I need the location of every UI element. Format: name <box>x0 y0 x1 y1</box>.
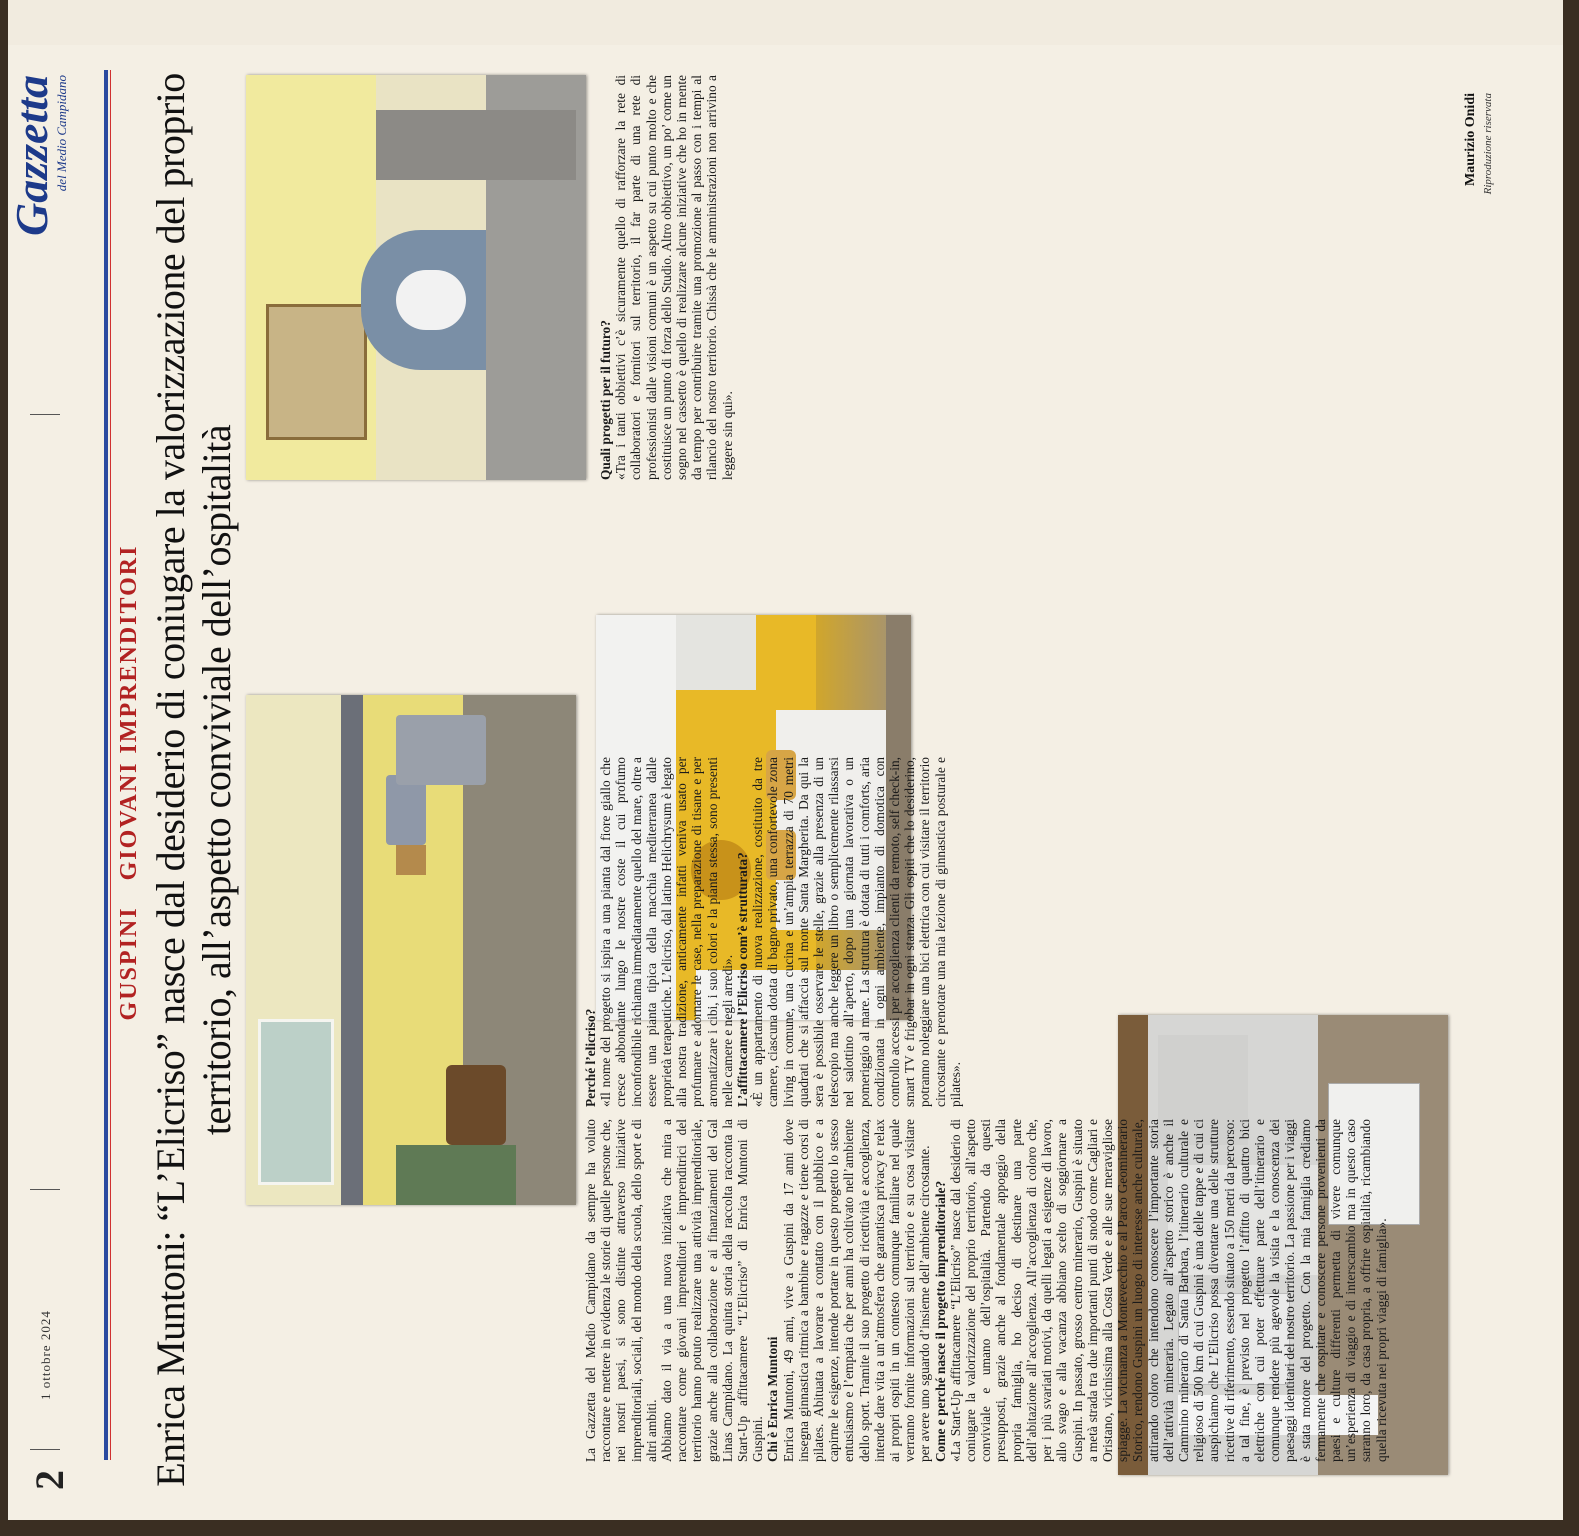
terrace-photo <box>246 695 576 1205</box>
paragraph: Abbiamo dato il via a una nuova iniziativa che mira a raccontare come giovani imprenditori e imprenditrici del territorio hanno potuto realizzare una attività imprenditoriale, grazie anche alla collaborazione e ai finanziamenti del Gal Linas Campidano. La quinta storia della raccolta racconta la Start-Up affittacamere “L’Elicriso” di Enrica Muntoni di Guspini. <box>659 1119 766 1462</box>
rights-notice: Riproduzione riservata <box>1482 93 1494 195</box>
section-kicker <box>116 45 143 1520</box>
article-column-3 <box>598 75 928 480</box>
paragraph: Enrica Muntoni, 49 anni, vive a Guspini da 17 anni dove insegna ginnastica ritmica a bambine e ragazze e tiene corsi di pilates. Abituata a lavorare a contatto con il pubblico e a capirne le esigenze, intende portare in questo progetto lo stesso entusiasmo e l’empatia che per anni ha coltivato nell’ambiente dello sport. Tramite il suo progetto di ricettività e accoglienza, intende dare vita a un’atmosfera che garantisca privacy e relax ai propri ospiti in un contesto comunque familiare nel quale verranno fornite informazioni sul territorio e su cosa visitare per avere uno sguardo d’insieme dell’ambiente circostante. <box>780 1119 933 1462</box>
paragraph: «La Start-Up affittacamere “L’Elicriso” nasce dal desiderio di coniugare la valorizzazione del proprio territorio, all’aspetto conviviale e umano dell’ospitalità. Partendo da questi presupposti, grazie anche al fondamentale appoggio della propria famiglia, ho deciso di destinare una parte dell’abitazione all’accoglienza. All’accoglienza di coloro che, per i più svariati motivi, da quelli legati a esigenze di lavoro, allo svago e alla vacanza abbiano scelto di soggiornare a Guspini. In passato, grosso centro minerario, Guspini è situato a metà strada tra due importanti punti di snodo come Cagliari e Oristano, vicinissima alla Costa Verde e alle sue meravigliose spiagge. La vicinanza a Montevecchio e al Parco Geominerario Storico, rendono Guspini un luogo di interesse anche culturale, attirando coloro che intendono conoscere l’importante storia dell’attività mineraria. Legato all’aspetto storico è anche il Cammino minerario di Santa Barbara, l’itinerario culturale e religioso di 500 km di cui Guspini è una delle tappe e di cui ci auspichiamo che L’Elicriso possa diventare una delle strutture ricettive di riferimento, essendo situato a 150 metri da percorso: a tal fine, è previsto nel progetto l’affitto di quattro bici elettriche con cui poter effettuare parte dell’itinerario e comunque rendere più agevole la visita e la conoscenza dei paesaggi identitari del nostro territorio. La passione per i viaggi è stata motore del progetto. Con la mia famiglia crediamo fermamente che ospitare e conoscere persone provenienti da paesi e culture differenti permetta di vivere comunque un’esperienza di viaggio e di interscambio ma in questo caso saranno loro, da casa propria, a offrire ospitalità, ricambiando quella ricevuta nei propri viaggi di famiglia». <box>947 1119 1389 1462</box>
article-column-2 <box>583 757 1118 1107</box>
logo-title: Gazzetta <box>6 75 57 236</box>
intro-paragraph: La Gazzetta del Medio Campidano da sempre ha voluto raccontare e mettere in evidenza le storie di quelle persone che, nei nostri paesi, si sono distinte attraverso iniziative imprenditoriali, sociali, del mondo della scuola, dello sport e di altri ambiti. <box>583 1119 659 1462</box>
subhead: Come e perché nasce il progetto imprenditoriale? <box>932 1180 948 1462</box>
page-number: 2 <box>27 1470 72 1490</box>
subhead: Perché l’elicriso? <box>583 1008 598 1107</box>
logo-subtitle: del Medio Campidano <box>54 75 69 192</box>
masthead-logo <box>6 75 70 236</box>
newspaper-sheet <box>8 0 1563 1520</box>
header-rule <box>104 70 108 1460</box>
header-separator <box>30 1189 60 1190</box>
paragraph: «È un appartamento di nuova realizzazione, costituito da tre camere, ciascuna dotata di bagno privato, una confortevole zona living in comune, una cucina e un’ampia terrazza di 70 metri quadrati che si affaccia sul monte Santa Margherita. Da qui la sera è possibile osservare le stelle, grazie alla presenza di un telescopio ma anche leggere un libro o semplicemente rilassarsi nel salottino all’aperto, dopo una giornata lavorativa o un pomeriggio al mare. La struttura è dotata di tutti i comforts, aria condizionata in ogni ambiente, impianto di domotica con controllo accessi per accoglienza clienti da remoto, self check-in, smart TV e frigobar in ogni stanza. Gli ospiti che lo desiderino, potranno noleggiare una bici elettrica con cui visitare il territorio circostante e prenotare una mia lezione di ginnastica posturale e pilates». <box>750 757 963 1107</box>
subhead: Quali progetti per il futuro? <box>598 320 613 480</box>
kicker-section: GIOVANI IMPRENDITORI <box>116 544 142 881</box>
header-thin-rule <box>110 70 111 1460</box>
header-separator <box>30 1449 60 1450</box>
header-separator <box>30 414 60 415</box>
headline: Enrica Muntoni: “L’Elicriso” nasce dal desiderio di coniugare la valorizzazione del proprio territorio, all’aspetto conviviale dell’ospitalità <box>148 73 239 1487</box>
rotated-page <box>8 45 1563 1520</box>
article-column-1 <box>583 1119 1389 1462</box>
subhead: Chi è Enrica Muntoni <box>765 1336 781 1462</box>
kicker-town: GUSPINI <box>116 906 142 1021</box>
issue-date: 1 ottobre 2024 <box>38 1310 53 1400</box>
paragraph: «Il nome del progetto si ispira a una pianta dal fiore giallo che cresce abbondante lungo le nostre coste il cui profumo inconfondibile richiama immediatamente quello del mare, oltre a essere una pianta tipica della macchia mediterranea dalle proprietà terapeutiche. L’elicriso, dal latino Helichrysum è legato alla nostra tradizione, anticamente infatti veniva usato per profumare e adornare le case, nella preparazione di tisane e per aromatizzare i cibi, i suoi colori e la pianta stessa, sono presenti nelle camere e negli arredi». <box>598 757 735 1107</box>
paragraph: «Tra i tanti obbiettivi c’è sicuramente quello di rafforzare la rete di collaboratori e fornitori sul territorio, il far parte di una rete di professionisti dalle visioni comuni è un aspetto su cui punto molto e che costituisce un punto di forza dello Studio. Altro obbiettivo, un po’ come un sogno nel cassetto è quello di realizzare alcune iniziative che ho in mente da tempo per contribuire tramite una promozione al passo con i tempi al rilancio del nostro territorio. Chissà che le amministrazioni non arrivino a leggere sin qui». <box>613 75 735 480</box>
subhead: L’affittacamere l’Elicriso com’è strutturata? <box>735 852 751 1107</box>
author-signature: Maurizio Onidi <box>1463 93 1478 186</box>
hallway-photo <box>246 75 586 480</box>
